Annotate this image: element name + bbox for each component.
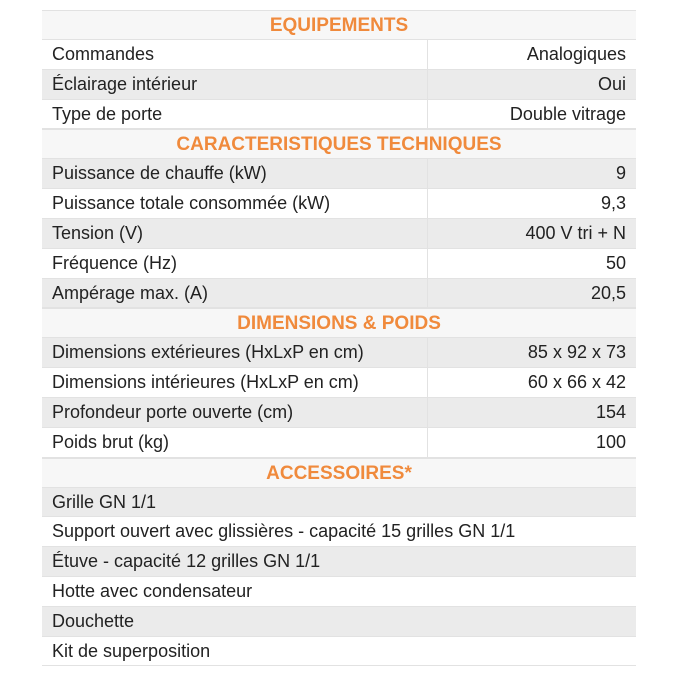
spec-value: 60 x 66 x 42: [527, 372, 626, 393]
accessory-label: Hotte avec condensateur: [52, 580, 253, 601]
spec-label: Dimensions extérieures (HxLxP en cm): [42, 338, 428, 367]
accessory-label: Grille GN 1/1: [52, 491, 157, 512]
accessory-row: [42, 577, 636, 607]
spec-sheet: [42, 10, 636, 666]
accessory-row: [42, 607, 636, 637]
spec-row: [42, 159, 636, 189]
accessory-label: Étuve - capacité 12 grilles GN 1/1: [52, 551, 321, 572]
spec-label: Profondeur porte ouverte (cm): [42, 398, 428, 427]
spec-label: Fréquence (Hz): [42, 249, 428, 278]
accessory-row: [42, 637, 636, 667]
section-header-dimensions: DIMENSIONS & POIDS: [42, 308, 636, 338]
accessory-row: [42, 517, 636, 547]
spec-row: [42, 219, 636, 249]
spec-value: Double vitrage: [509, 103, 626, 124]
section-header-caracteristiques: CARACTERISTIQUES TECHNIQUES: [42, 129, 636, 159]
spec-row: [42, 70, 636, 100]
spec-value: 20,5: [590, 282, 626, 303]
spec-label: Tension (V): [42, 219, 428, 248]
spec-value: 154: [595, 401, 626, 422]
spec-row: [42, 368, 636, 398]
accessory-row: [42, 488, 636, 518]
section-header-equipements: EQUIPEMENTS: [42, 10, 636, 40]
accessory-label: Douchette: [52, 610, 135, 631]
spec-row: [42, 189, 636, 219]
spec-value: 9,3: [600, 193, 626, 214]
spec-row: [42, 100, 636, 130]
spec-label: Puissance totale consommée (kW): [42, 189, 428, 218]
spec-value: 400 V tri + N: [525, 222, 626, 243]
spec-value: 100: [595, 431, 626, 452]
spec-value: 50: [605, 252, 626, 273]
spec-label: Type de porte: [42, 100, 428, 129]
accessory-label: Support ouvert avec glissières - capacité 15 grilles GN 1/1: [52, 521, 516, 542]
spec-value: 9: [615, 163, 626, 184]
spec-value: Analogiques: [526, 44, 626, 64]
spec-label: Commandes: [42, 40, 428, 69]
spec-row: [42, 428, 636, 458]
spec-row: [42, 279, 636, 309]
spec-row: [42, 398, 636, 428]
spec-label: Ampérage max. (A): [42, 279, 428, 308]
spec-label: Dimensions intérieures (HxLxP en cm): [42, 368, 428, 397]
spec-label: Éclairage intérieur: [42, 70, 428, 99]
accessory-label: Kit de superposition: [52, 640, 211, 661]
spec-value: Oui: [597, 73, 626, 94]
spec-row: [42, 40, 636, 70]
spec-label: Puissance de chauffe (kW): [42, 159, 428, 188]
spec-row: [42, 249, 636, 279]
spec-value: 85 x 92 x 73: [527, 342, 626, 363]
section-header-accessoires: ACCESSOIRES*: [42, 458, 636, 488]
accessory-row: [42, 547, 636, 577]
spec-label: Poids brut (kg): [42, 428, 428, 457]
spec-row: [42, 338, 636, 368]
